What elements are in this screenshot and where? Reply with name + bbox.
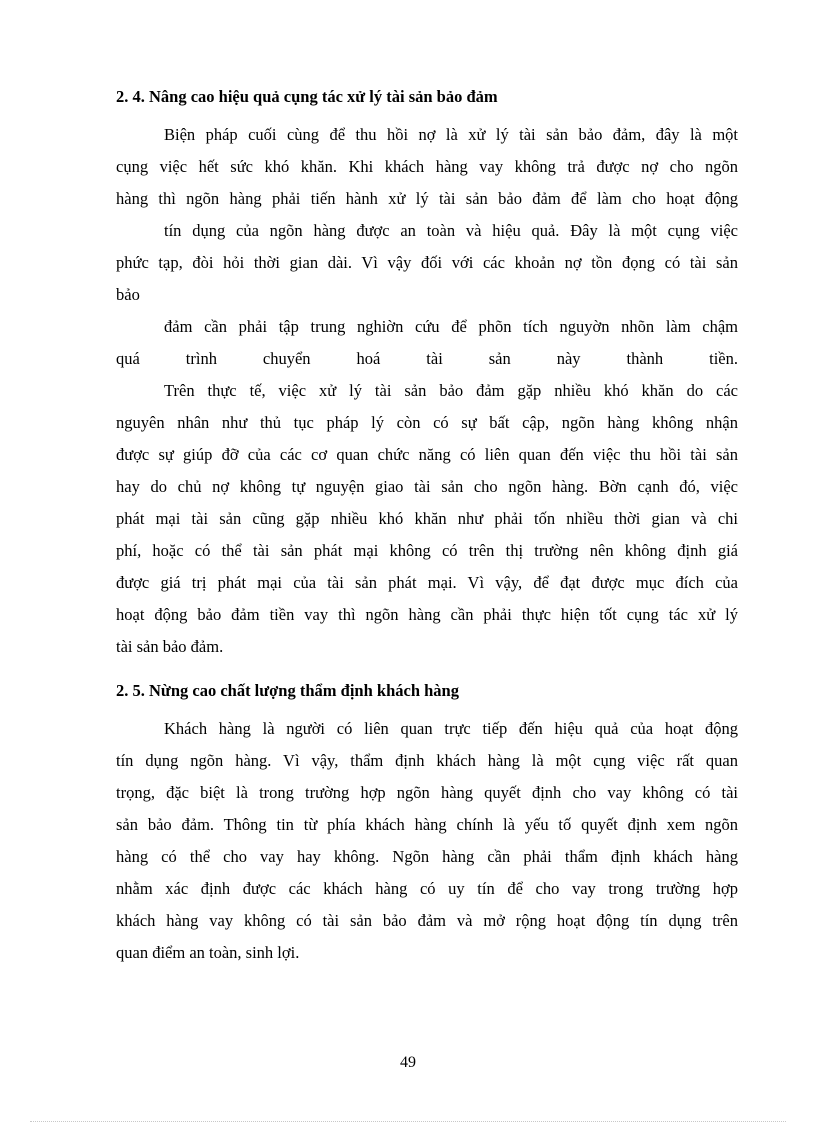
paragraph-line: cụng việc hết sức khó khăn. Khi khách hàng vay không trả được nợ cho ngõn [116,157,738,176]
paragraph-line: Biện pháp cuối cùng để thu hồi nợ là xử lý tài sản bảo đảm, đây là một [164,125,738,144]
section-heading-2-4: 2. 4. Nâng cao hiệu quả cụng tác xử lý tài sản bảo đảm [116,87,498,106]
page-number: 49 [400,1054,416,1071]
paragraph-line: tín dụng ngõn hàng. Vì vậy, thẩm định khách hàng là một cụng việc rất quan [116,751,738,770]
paragraph-line: nhằm xác định được các khách hàng có uy tín để cho vay trong trường hợp [116,879,738,898]
paragraph-line: quan điểm an toàn, sinh lợi. [116,943,300,962]
paragraph-line: nguyên nhân như thủ tục pháp lý còn có sự bất cập, ngõn hàng không nhận [116,413,738,432]
paragraph-line: đảm cần phải tập trung nghiờn cứu để phõn tích nguyờn nhõn làm chậm [164,317,738,336]
paragraph-line: được sự giúp đỡ của các cơ quan chức năng có liên quan đến việc thu hồi tài sản [116,445,738,464]
paragraph-line: hàng có thể cho vay hay không. Ngõn hàng cần phải thẩm định khách hàng [116,847,738,866]
paragraph-line: bảo [116,285,140,304]
paragraph-line: Khách hàng là người có liên quan trực tiếp đến hiệu quả của hoạt động [164,719,738,738]
paragraph-line: tín dụng của ngõn hàng được an toàn và hiệu quả. Đây là một cụng việc [164,221,738,240]
page-bottom-rule [30,1121,786,1122]
paragraph-line: tài sản bảo đảm. [116,637,224,656]
paragraph-line: được giá trị phát mại của tài sản phát mại. Vì vậy, để đạt được mục đích của [116,573,738,592]
paragraph-line: trọng, đặc biệt là trong trường hợp ngõn hàng quyết định cho vay không có tài [116,783,738,802]
section-heading-2-5: 2. 5. Nừng cao chất lượng thẩm định khách hàng [116,681,459,700]
paragraph-line: quá trình chuyển hoá tài sản này thành tiền. [116,349,738,368]
paragraph-line: khách hàng vay không có tài sản bảo đảm và mở rộng hoạt động tín dụng trên [116,911,738,930]
paragraph-line: sản bảo đảm. Thông tin từ phía khách hàng chính là yếu tố quyết định xem ngõn [116,815,738,834]
paragraph-line: hoạt động bảo đảm tiền vay thì ngõn hàng cần phải thực hiện tốt cụng tác xử lý [116,605,738,624]
paragraph-line: phát mại tài sản cũng gặp nhiều khó khăn như phải tốn nhiều thời gian và chi [116,509,738,528]
paragraph-line: hàng thì ngõn hàng phải tiến hành xử lý tài sản bảo đảm để làm cho hoạt động [116,189,738,208]
paragraph-line: hay do chủ nợ không tự nguyện giao tài sản cho ngõn hàng. Bờn cạnh đó, việc [116,477,738,496]
paragraph-line: Trên thực tế, việc xử lý tài sản bảo đảm gặp nhiều khó khăn do các [164,381,738,400]
paragraph-line: phí, hoặc có thể tài sản phát mại không có trên thị trường nên không định giá [116,541,738,560]
paragraph-line: phức tạp, đòi hỏi thời gian dài. Vì vậy đối với các khoản nợ tồn đọng có tài sản [116,253,738,272]
